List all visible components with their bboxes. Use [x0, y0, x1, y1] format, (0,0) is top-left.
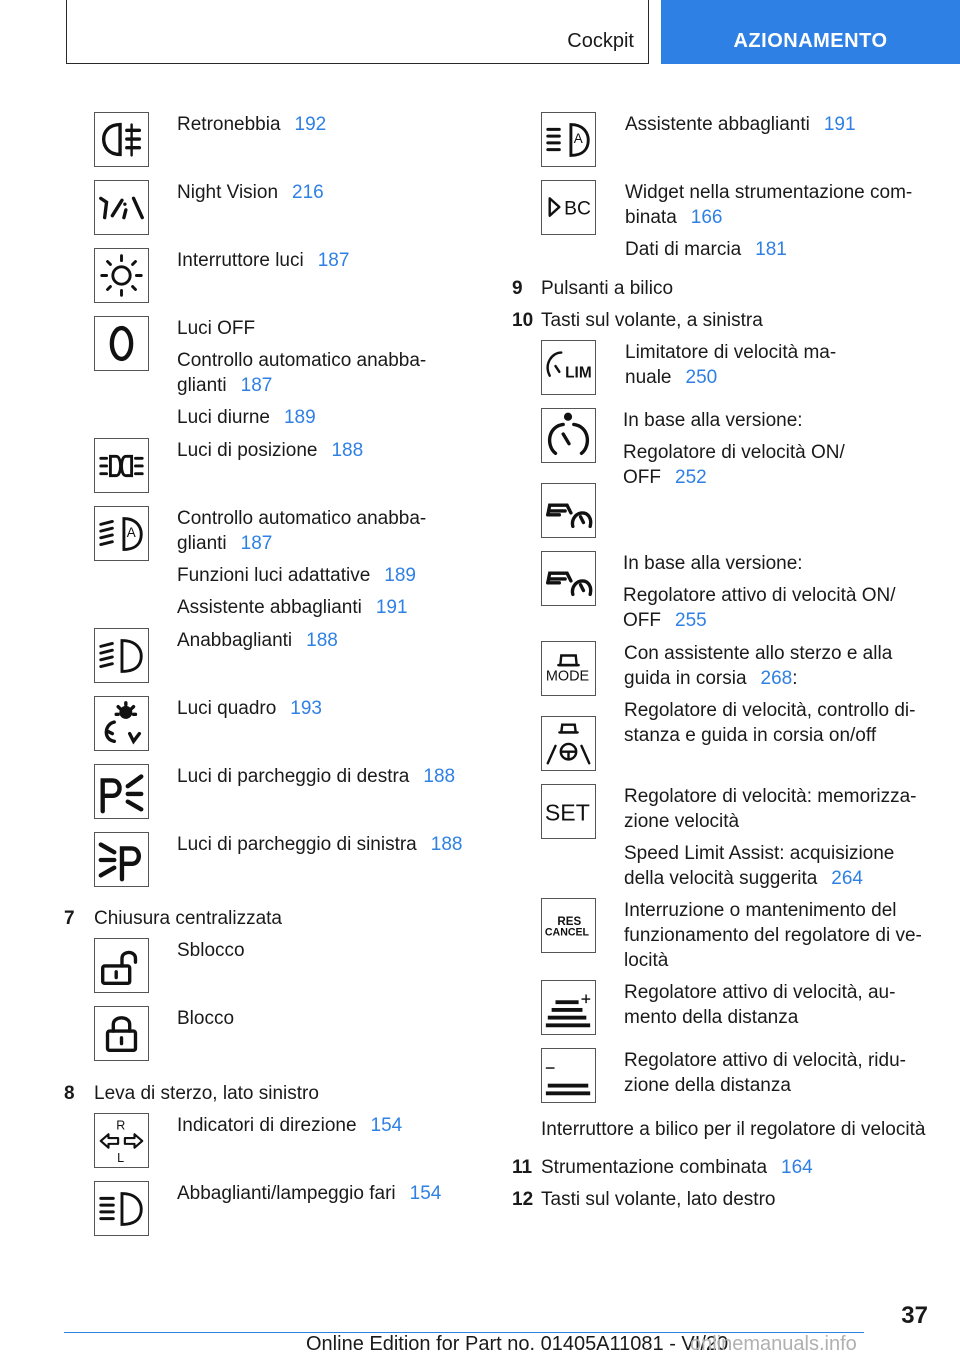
page-ref[interactable]: 189: [384, 565, 416, 586]
section-title-central-locking: Chiusura centralizzata: [94, 908, 282, 929]
section-title-instrument-cluster: Strumentazione combinata 164: [541, 1157, 813, 1178]
cruise-control-icon: [541, 408, 596, 463]
entry-set-speed-line1: Regolatore di velocità: memorizza-: [624, 786, 917, 807]
entry-cruise-onoff-line2: OFF 252: [623, 467, 707, 488]
entry-low-beam: Anabbaglianti 188: [177, 630, 338, 651]
page-ref[interactable]: 193: [290, 698, 322, 719]
page-ref[interactable]: 188: [331, 440, 364, 461]
page-ref[interactable]: 216: [292, 182, 324, 203]
entry-speed-limit-assist-line2: della velocità suggerita 264: [624, 868, 863, 889]
section-number-12: 12: [512, 1189, 534, 1210]
entry-acc-onoff-line2: OFF 255: [623, 610, 707, 631]
entry-acc-version: In base alla versione:: [623, 553, 803, 574]
svg-text:SET: SET: [544, 799, 590, 826]
entry-high-beam-assist: Assistente abbaglianti 191: [177, 597, 408, 618]
entry-rocker-cruise: Interruttore a bilico per il regolatore di velocità: [541, 1119, 926, 1140]
high-beam-icon: [94, 1181, 149, 1236]
position-lights-icon: [94, 438, 149, 493]
speed-limiter-icon: [541, 340, 596, 395]
svg-text:LIM: LIM: [565, 364, 592, 382]
page-ref[interactable]: 187: [240, 533, 273, 554]
entry-speed-limit-assist-line1: Speed Limit Assist: acquisizione: [624, 843, 895, 864]
page-ref[interactable]: 252: [675, 467, 707, 488]
entry-steering-assist-line1: Con assistente allo sterzo e alla: [624, 643, 893, 664]
page-number: 37: [901, 1302, 928, 1329]
entry-distance-plus-line2: mento della distanza: [624, 1007, 799, 1028]
entry-light-switch: Interruttore luci 187: [177, 250, 350, 271]
svg-text:CANCEL: CANCEL: [544, 926, 590, 939]
turn-signal-icon: [94, 1113, 149, 1168]
page-ref[interactable]: 192: [294, 114, 327, 135]
rear-fog-light-icon: [94, 112, 149, 167]
entry-position-lights: Luci di posizione 188: [177, 440, 364, 461]
entry-distance-plus-line1: Regolatore attivo di velocità, au-: [624, 982, 896, 1003]
page-ref[interactable]: 187: [240, 375, 273, 396]
page-ref[interactable]: 191: [823, 114, 856, 135]
entry-parking-left: Luci di parcheggio di sinistra 188: [177, 834, 463, 855]
parking-light-left-icon: [94, 832, 149, 887]
lights-off-icon: [94, 316, 149, 371]
page-ref[interactable]: 255: [675, 610, 707, 631]
page-ref[interactable]: 188: [430, 834, 463, 855]
light-switch-icon: [94, 248, 149, 303]
section-title-left-stalk: Leva di sterzo, lato sinistro: [94, 1083, 319, 1104]
header-chapter-tab[interactable]: [661, 0, 960, 64]
page-ref[interactable]: 268: [760, 668, 793, 689]
entry-steering-assist-line2: guida in corsia 268:: [624, 668, 798, 689]
page-ref[interactable]: 188: [423, 766, 456, 787]
res-cancel-icon: [541, 898, 596, 953]
instrument-lights-icon: [94, 696, 149, 751]
page-ref[interactable]: 181: [755, 239, 787, 260]
svg-text:R: R: [116, 1118, 126, 1133]
section-title-steering-left: Tasti sul volante, a sinistra: [541, 310, 763, 331]
entry-auto-low-beam-2-line2: glianti 187: [177, 533, 273, 554]
parking-light-right-icon: [94, 764, 149, 819]
svg-text:A: A: [573, 130, 583, 146]
section-number-8: 8: [64, 1083, 75, 1104]
distance-plus-icon: [541, 980, 596, 1035]
entry-adaptive-lights: Funzioni luci adattative 189: [177, 565, 416, 586]
page-ref[interactable]: 188: [306, 630, 338, 651]
entry-acc-lane-line1: Regolatore di velocità, controllo di-: [624, 700, 916, 721]
footer-edition: Online Edition for Part no. 01405A11081 - VI/20: [306, 1333, 729, 1355]
unlock-icon: [94, 938, 149, 993]
svg-text:A: A: [126, 524, 136, 540]
entry-lights-off: Luci OFF: [177, 318, 256, 339]
entry-acc-lane-line2: stanza e guida in corsia on/off: [624, 725, 877, 746]
mode-icon: [541, 641, 596, 696]
page-ref[interactable]: 187: [317, 250, 350, 271]
entry-trip-data: Dati di marcia 181: [625, 239, 787, 260]
distance-minus-icon: [541, 1048, 596, 1103]
page-ref[interactable]: 264: [831, 868, 863, 889]
entry-instrument-lights: Luci quadro 193: [177, 698, 322, 719]
entry-res-cancel-line2: funzionamento del regolatore di ve-: [624, 925, 922, 946]
footer-watermark: onlinemanuals.info: [690, 1333, 857, 1355]
entry-unlock: Sblocco: [177, 940, 245, 961]
entry-res-cancel-line3: locità: [624, 950, 669, 971]
bc-button-icon: [541, 180, 596, 235]
entry-distance-minus-line1: Regolatore attivo di velocità, ridu-: [624, 1050, 906, 1071]
entry-auto-low-beam-line1: Controllo automatico anabba-: [177, 350, 427, 371]
entry-parking-right: Luci di parcheggio di destra 188: [177, 766, 456, 787]
page-ref[interactable]: 154: [370, 1115, 403, 1136]
entry-rear-fog: Retronebbia 192: [177, 114, 327, 135]
set-icon: [541, 784, 596, 839]
section-number-10: 10: [512, 310, 534, 331]
page-ref[interactable]: 189: [283, 407, 316, 428]
entry-speed-limiter-line1: Limitatore di velocità ma-: [625, 342, 837, 363]
page-ref[interactable]: 154: [409, 1183, 442, 1204]
high-beam-assist-icon: [541, 112, 596, 167]
entry-turn-signals: Indicatori di direzione 154: [177, 1115, 403, 1136]
entry-cruise-version: In base alla versione:: [623, 410, 803, 431]
svg-text:L: L: [117, 1151, 125, 1166]
night-vision-icon: [94, 180, 149, 235]
entry-res-cancel-line1: Interruzione o mantenimento del: [624, 900, 897, 921]
header-section-box: [66, 0, 649, 64]
entry-acc-onoff-line1: Regolatore attivo di velocità ON/: [623, 585, 896, 606]
section-number-7: 7: [64, 908, 75, 929]
svg-text:RES: RES: [557, 916, 582, 929]
entry-high-beam-assist-r: Assistente abbaglianti 191: [625, 114, 856, 135]
entry-speed-limiter-line2: nuale 250: [625, 367, 718, 388]
section-number-9: 9: [512, 278, 523, 299]
page-ref[interactable]: 191: [375, 597, 408, 618]
lock-icon: [94, 1006, 149, 1061]
svg-text:BC: BC: [564, 198, 591, 220]
svg-text:MODE: MODE: [545, 668, 590, 685]
entry-auto-low-beam-2-line1: Controllo automatico anabba-: [177, 508, 427, 529]
section-title-rocker-buttons: Pulsanti a bilico: [541, 278, 674, 299]
entry-set-speed-line2: zione velocità: [624, 811, 740, 832]
entry-lock: Blocco: [177, 1008, 235, 1029]
entry-high-beam: Abbaglianti/lampeggio fari 154: [177, 1183, 442, 1204]
entry-widget-line2: binata 166: [625, 207, 723, 228]
steering-assist-icon: [541, 716, 596, 771]
header-chapter-label: AZIONAMENTO: [733, 30, 888, 52]
section-title-steering-right: Tasti sul volante, lato destro: [541, 1189, 776, 1210]
entry-cruise-onoff-line1: Regolatore di velocità ON/: [623, 442, 845, 463]
page-ref[interactable]: 166: [690, 207, 723, 228]
entry-widget-line1: Widget nella strumentazione com-: [625, 182, 913, 203]
active-cruise-icon-2: [541, 551, 596, 606]
section-number-11: 11: [512, 1157, 533, 1178]
active-cruise-icon: [541, 483, 596, 538]
low-beam-icon: [94, 628, 149, 683]
entry-night-vision: Night Vision 216: [177, 182, 324, 203]
auto-headlight-icon: [94, 506, 149, 561]
header-section-title: Cockpit: [567, 30, 634, 52]
entry-distance-minus-line2: zione della distanza: [624, 1075, 791, 1096]
page-ref[interactable]: 164: [781, 1157, 813, 1178]
page-ref[interactable]: 250: [685, 367, 718, 388]
entry-auto-low-beam-line2: glianti 187: [177, 375, 273, 396]
entry-daytime-lights: Luci diurne 189: [177, 407, 316, 428]
